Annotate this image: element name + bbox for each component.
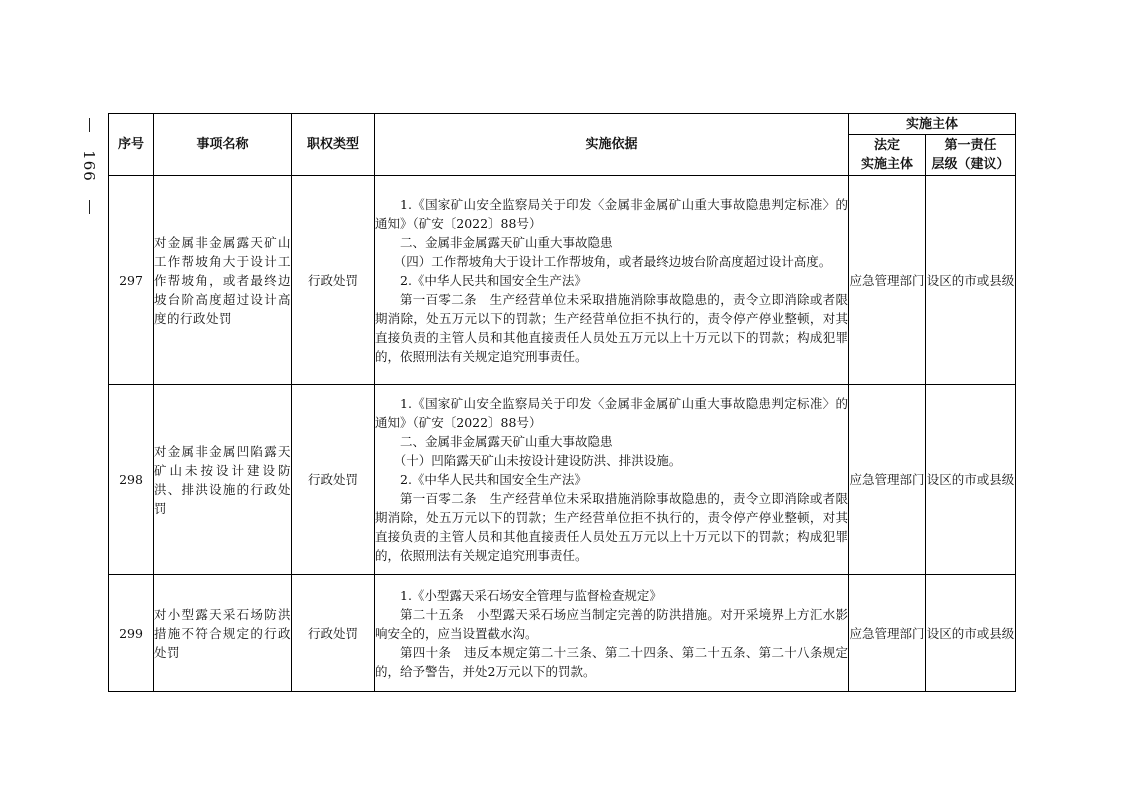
header-level-line2: 层级（建议） (931, 157, 1010, 172)
header-level-line1: 第一责任 (944, 138, 997, 153)
row-legal-entity: 应急管理部门 (849, 176, 926, 385)
basis-line: 2.《中华人民共和国安全生产法》 (400, 272, 587, 288)
row-responsibility-level: 设区的市或县级 (926, 385, 1016, 575)
header-seq: 序号 (109, 114, 154, 176)
enforcement-table (108, 113, 1016, 692)
row-legal-entity: 应急管理部门 (849, 385, 926, 575)
basis-line: 第一百零二条 生产经营单位未采取措施消除事故隐患的，责令立即消除或者限期消除，处五万元以下的罚款；生产经营单位拒不执行的，责令停产停业整顿，对其直接负责的主管人员和其他直接责任人员处五万元以上十万元以下的罚款；构成犯罪的，依照刑法有关规定追究刑事责任。 (375, 491, 848, 563)
table-row (109, 575, 1016, 692)
header-item-name: 事项名称 (154, 114, 292, 176)
row-basis (375, 575, 849, 692)
table-row (109, 385, 1016, 575)
basis-line: 二、金属非金属露天矿山重大事故隐患 (400, 434, 613, 449)
header-legal-entity-line1: 法定 (873, 138, 900, 153)
table-row (109, 176, 1016, 385)
page-number (74, 118, 104, 214)
row-responsibility-level: 设区的市或县级 (926, 176, 1016, 385)
row-responsibility-level: 设区的市或县级 (926, 575, 1016, 692)
row-item-name: 对小型露天采石场防洪措施不符合规定的行政处罚 (154, 575, 292, 692)
row-power-type: 行政处罚 (292, 575, 375, 692)
basis-line: 2.《中华人民共和国安全生产法》 (400, 472, 587, 487)
row-power-type: 行政处罚 (292, 176, 375, 385)
page-number-dash-top (89, 118, 90, 132)
row-seq: 298 (109, 385, 154, 575)
header-power-type: 职权类型 (292, 114, 375, 176)
basis-line: 1.《小型露天采石场安全管理与监督检查规定》 (400, 587, 662, 603)
header-row (109, 114, 1016, 135)
row-item-name: 对金属非金属露天矿山工作帮坡角大于设计工作帮坡角，或者最终边坡台阶高度超过设计高度的行政处罚 (154, 176, 292, 385)
header-basis: 实施依据 (375, 114, 849, 176)
row-seq: 299 (109, 575, 154, 692)
basis-line: 二、金属非金属露天矿山重大事故隐患 (400, 234, 613, 250)
header-responsibility-level (926, 135, 1016, 176)
basis-line: 第二十五条 小型露天采石场应当制定完善的防洪措施。对开采境界上方汇水影响安全的，应当设置截水沟。 (375, 606, 848, 641)
page-number-text: 166 (80, 150, 99, 182)
basis-line: （十）凹陷露天矿山未按设计建设防洪、排洪设施。 (393, 453, 682, 468)
row-power-type: 行政处罚 (292, 385, 375, 575)
basis-line: 第四十条 违反本规定第二十三条、第二十四条、第二十五条、第二十八条规定的，给予警告，并处2万元以下的罚款。 (375, 644, 848, 679)
page-number-dash-bottom (89, 200, 90, 214)
basis-line: 第一百零二条 生产经营单位未采取措施消除事故隐患的，责令立即消除或者限期消除，处五万元以下的罚款；生产经营单位拒不执行的，责令停产停业整顿，对其直接负责的主管人员和其他直接责任人员处五万元以上十万元以下的罚款；构成犯罪的，依照刑法有关规定追究刑事责任。 (375, 291, 848, 364)
row-basis (375, 385, 849, 575)
basis-line: 1.《国家矿山安全监察局关于印发〈金属非金属矿山重大事故隐患判定标准〉的通知》（矿安〔2022〕88号） (375, 196, 848, 231)
header-legal-entity (849, 135, 926, 176)
header-entity-group: 实施主体 (849, 114, 1016, 135)
row-item-name: 对金属非金属凹陷露天矿山未按设计建设防洪、排洪设施的行政处罚 (154, 385, 292, 575)
row-basis (375, 176, 849, 385)
row-seq: 297 (109, 176, 154, 385)
header-legal-entity-line2: 实施主体 (860, 157, 913, 172)
row-legal-entity: 应急管理部门 (849, 575, 926, 692)
basis-line: （四）工作帮坡角大于设计工作帮坡角，或者最终边坡台阶高度超过设计高度。 (393, 253, 832, 269)
basis-line: 1.《国家矿山安全监察局关于印发〈金属非金属矿山重大事故隐患判定标准〉的通知》（矿安〔2022〕88号） (375, 396, 848, 430)
